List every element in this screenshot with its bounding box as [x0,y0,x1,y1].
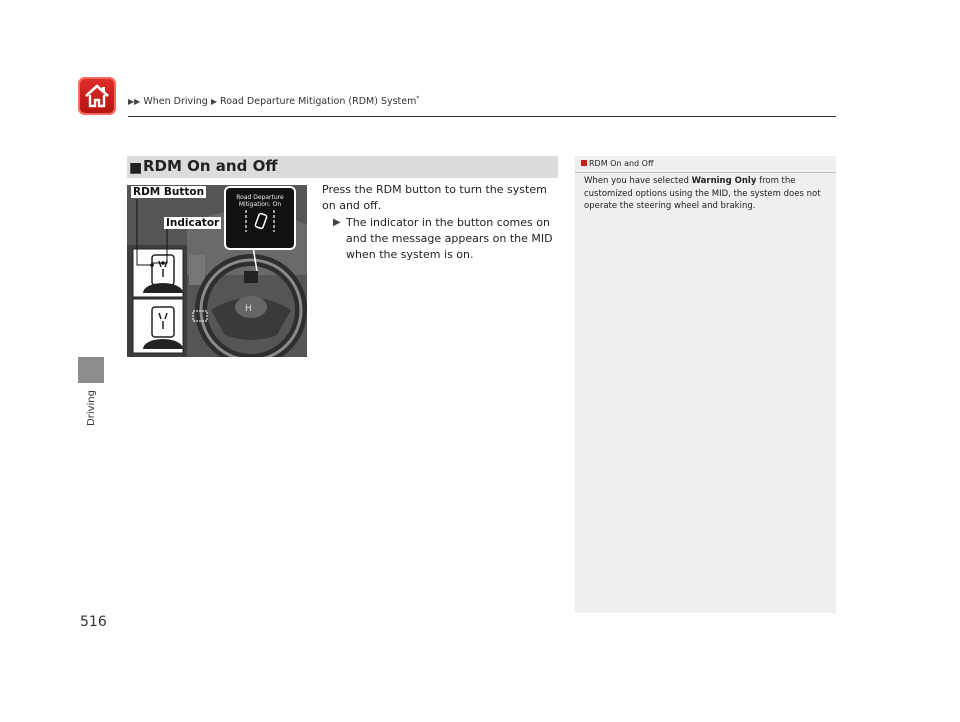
section-marker: ■ [129,160,143,176]
mid-message: Road Departure Mitigation: On [236,194,284,208]
home-button[interactable] [78,77,116,115]
breadcrumb-arrow-icon: ▶▶ [128,97,141,107]
result-text: The indicator in the button comes on and the message appears on the MID when the system is on. [346,216,553,261]
breadcrumb-item-when-driving[interactable]: When Driving [143,96,208,108]
mid-display-callout [224,186,296,250]
indicator-label: Indicator [166,217,220,229]
note-text-bold: Warning Only [691,176,757,186]
breadcrumb [128,95,419,107]
note-reference-icon [581,160,587,166]
note-title [581,159,653,168]
header-rule [128,116,836,117]
section-heading [127,156,558,178]
note-title-text: RDM On and Off [589,159,654,168]
note-text-start: When you have selected [584,176,692,186]
chapter-label: Driving [86,390,97,426]
body-text [322,182,557,263]
chapter-tab[interactable] [78,357,104,383]
note-divider [575,172,836,173]
note-text-end: from the customized options using the MID, the system does not operate the steering wheel and braking. [584,176,821,211]
page-number: 516 [80,614,107,630]
rdm-button-label: RDM Button [133,186,205,198]
result-text-block [322,215,557,263]
home-icon [82,81,112,111]
note-text [584,175,829,213]
breadcrumb-arrow-icon: ▶ [210,97,218,107]
svg-text:H: H [245,304,252,314]
side-note-panel [575,156,836,613]
result-arrow-icon: ▶ [333,217,341,228]
section-title: RDM On and Off [143,157,278,175]
breadcrumb-item-rdm-system[interactable]: Road Departure Mitigation (RDM) System [220,96,417,108]
instruction-text: Press the RDM button to turn the system on and off. [322,183,547,212]
road-departure-icon [240,208,280,234]
breadcrumb-footnote-marker: * [416,95,420,102]
